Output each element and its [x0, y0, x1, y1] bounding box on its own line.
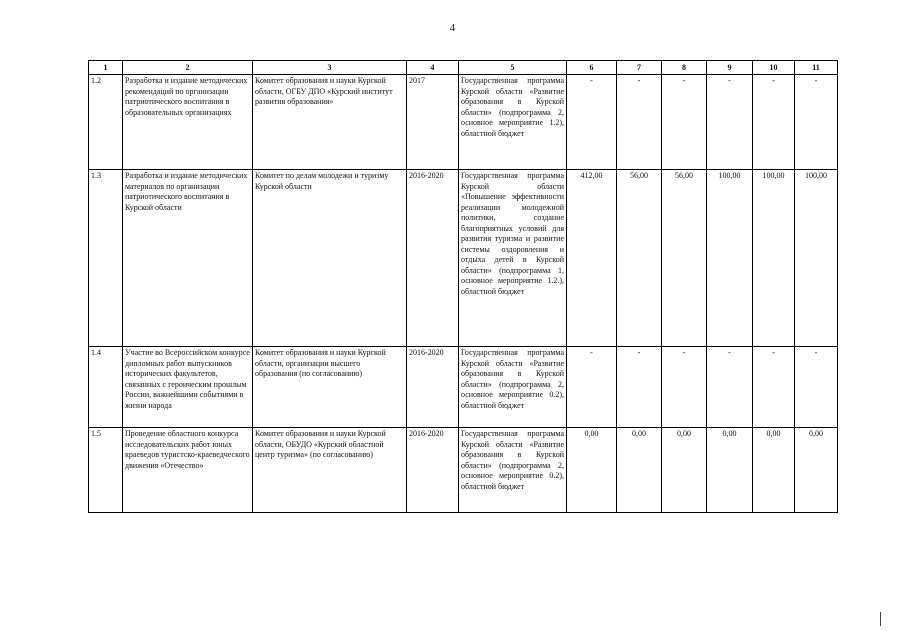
- value-cell: -: [662, 347, 707, 428]
- column-header: 11: [795, 61, 838, 75]
- table-row: [89, 428, 838, 513]
- value-cell: -: [707, 75, 753, 170]
- value-cell: 100,00: [707, 170, 753, 347]
- period-cell: 2016-2020: [407, 347, 459, 428]
- value-cell: -: [795, 75, 838, 170]
- source-cell: Государственная программа Курской области «Развитие образования в Курской области» (подпрограмма 2, основное мероприятие 1.2), областной бюджет: [459, 75, 567, 170]
- measure-cell: Проведение областного конкурса исследовательских работ юных краеведов туристско-краеведческого движения «Отечество»: [123, 428, 253, 513]
- measure-cell: Разработка и издание методических рекомендаций по организации патриотического воспитания в образовательных организациях: [123, 75, 253, 170]
- value-cell: 0,00: [662, 428, 707, 513]
- executor-cell: Комитет по делам молодежи и туризму Курской области: [253, 170, 407, 347]
- value-cell: 56,00: [617, 170, 662, 347]
- measure-cell: Участие во Всероссийском конкурсе дипломных работ выпускников исторических факультетов, связанных с героическим прошлым России, важнейшими событиями в жизни народа: [123, 347, 253, 428]
- table-row: [89, 170, 838, 347]
- column-header: 3: [253, 61, 407, 75]
- period-cell: 2016-2020: [407, 428, 459, 513]
- value-cell: 0,00: [707, 428, 753, 513]
- row-id: 1.4: [89, 347, 123, 428]
- column-header: 6: [567, 61, 617, 75]
- source-cell: Государственная программа Курской области «Повышение эффективности реализации молодежной политики, создание благоприятных условий для развития туризма и развитие системы оздоровления и отдыха детей в Курской области» (подпрограмма 1, основное мероприятие 1.2.), областной бюджет: [459, 170, 567, 347]
- value-cell: 0,00: [753, 428, 795, 513]
- executor-cell: Комитет образования и науки Курской области, ОБУДО «Курский областной центр туризма» (по согласованию): [253, 428, 407, 513]
- value-cell: 100,00: [795, 170, 838, 347]
- page-number: 4: [449, 22, 456, 34]
- column-header: 2: [123, 61, 253, 75]
- column-header: 4: [407, 61, 459, 75]
- value-cell: -: [753, 75, 795, 170]
- period-cell: 2016-2020: [407, 170, 459, 347]
- row-id: 1.2: [89, 75, 123, 170]
- measure-cell: Разработка и издание методических материалов по организации патриотического воспитания в Курской области: [123, 170, 253, 347]
- value-cell: -: [795, 347, 838, 428]
- value-cell: 100,00: [753, 170, 795, 347]
- column-header: 7: [617, 61, 662, 75]
- value-cell: -: [617, 75, 662, 170]
- value-cell: 0,00: [567, 428, 617, 513]
- row-id: 1.3: [89, 170, 123, 347]
- value-cell: 56,00: [662, 170, 707, 347]
- column-header: 5: [459, 61, 567, 75]
- executor-cell: Комитет образования и науки Курской области, организации высшего образования (по согласованию): [253, 347, 407, 428]
- source-cell: Государственная программа Курской области «Развитие образования в Курской области» (подпрограмма 2, основное мероприятие 0.2), областной бюджет: [459, 347, 567, 428]
- scan-artifact-line: [880, 612, 881, 626]
- value-cell: -: [567, 347, 617, 428]
- column-header: 8: [662, 61, 707, 75]
- measures-table: [88, 60, 838, 513]
- executor-cell: Комитет образования и науки Курской области, ОГБУ ДПО «Курский институт развития образования»: [253, 75, 407, 170]
- column-header: 9: [707, 61, 753, 75]
- value-cell: -: [662, 75, 707, 170]
- table-row: [89, 347, 838, 428]
- value-cell: -: [567, 75, 617, 170]
- value-cell: -: [753, 347, 795, 428]
- row-id: 1.5: [89, 428, 123, 513]
- value-cell: 0,00: [795, 428, 838, 513]
- value-cell: 0,00: [617, 428, 662, 513]
- column-header: 10: [753, 61, 795, 75]
- column-header: 1: [89, 61, 123, 75]
- period-cell: 2017: [407, 75, 459, 170]
- table-header-row: [89, 61, 838, 75]
- source-cell: Государственная программа Курской области «Развитие образования в Курской области» (подпрограмма 2, основное мероприятие 0.2), областной бюджет: [459, 428, 567, 513]
- value-cell: -: [617, 347, 662, 428]
- value-cell: -: [707, 347, 753, 428]
- table-row: [89, 75, 838, 170]
- value-cell: 412,00: [567, 170, 617, 347]
